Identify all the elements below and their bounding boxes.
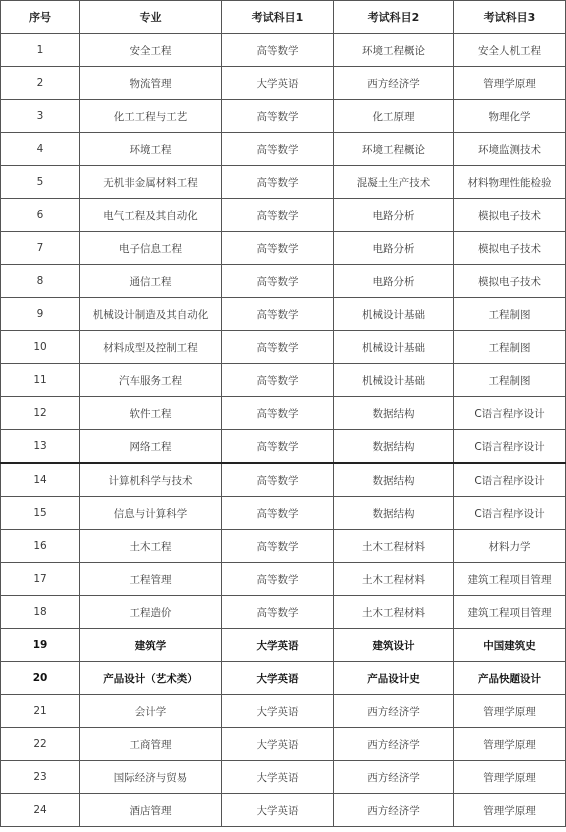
cell-subject-3: C语言程序设计 xyxy=(454,463,566,497)
cell-major: 计算机科学与技术 xyxy=(80,463,222,497)
cell-subject-3: 工程制图 xyxy=(454,298,566,331)
cell-subject-3: C语言程序设计 xyxy=(454,430,566,464)
cell-index: 21 xyxy=(1,695,80,728)
cell-subject-3: 工程制图 xyxy=(454,331,566,364)
cell-major: 产品设计（艺术类） xyxy=(80,662,222,695)
cell-subject-1: 高等数学 xyxy=(222,100,334,133)
cell-subject-1: 高等数学 xyxy=(222,298,334,331)
cell-subject-1: 高等数学 xyxy=(222,397,334,430)
cell-index: 19 xyxy=(1,629,80,662)
cell-subject-2: 土木工程材料 xyxy=(334,563,454,596)
table-row xyxy=(1,331,566,364)
cell-subject-2: 数据结构 xyxy=(334,497,454,530)
cell-subject-2: 环境工程概论 xyxy=(334,34,454,67)
header-subject-3: 考试科目3 xyxy=(454,1,566,34)
cell-index: 2 xyxy=(1,67,80,100)
cell-subject-3: C语言程序设计 xyxy=(454,497,566,530)
cell-subject-2: 化工原理 xyxy=(334,100,454,133)
table-row xyxy=(1,497,566,530)
cell-subject-1: 大学英语 xyxy=(222,629,334,662)
cell-subject-1: 高等数学 xyxy=(222,265,334,298)
cell-subject-1: 高等数学 xyxy=(222,463,334,497)
cell-subject-1: 大学英语 xyxy=(222,67,334,100)
cell-subject-2: 数据结构 xyxy=(334,463,454,497)
cell-major: 汽车服务工程 xyxy=(80,364,222,397)
cell-subject-3: 管理学原理 xyxy=(454,761,566,794)
cell-subject-3: 建筑工程项目管理 xyxy=(454,596,566,629)
table-row xyxy=(1,166,566,199)
header-index: 序号 xyxy=(1,1,80,34)
header-row xyxy=(1,1,566,34)
cell-major: 网络工程 xyxy=(80,430,222,464)
cell-subject-2: 土木工程材料 xyxy=(334,530,454,563)
header-major: 专业 xyxy=(80,1,222,34)
cell-subject-3: 模拟电子技术 xyxy=(454,265,566,298)
cell-subject-1: 大学英语 xyxy=(222,761,334,794)
cell-index: 12 xyxy=(1,397,80,430)
cell-major: 工商管理 xyxy=(80,728,222,761)
cell-subject-2: 机械设计基础 xyxy=(334,331,454,364)
cell-subject-3: 环境监测技术 xyxy=(454,133,566,166)
cell-index: 15 xyxy=(1,497,80,530)
table-row xyxy=(1,563,566,596)
cell-major: 电子信息工程 xyxy=(80,232,222,265)
cell-subject-3: 材料物理性能检验 xyxy=(454,166,566,199)
cell-subject-3: 物理化学 xyxy=(454,100,566,133)
cell-subject-2: 机械设计基础 xyxy=(334,298,454,331)
cell-index: 14 xyxy=(1,463,80,497)
cell-major: 材料成型及控制工程 xyxy=(80,331,222,364)
table-row xyxy=(1,662,566,695)
cell-major: 机械设计制造及其自动化 xyxy=(80,298,222,331)
cell-subject-1: 高等数学 xyxy=(222,133,334,166)
cell-major: 国际经济与贸易 xyxy=(80,761,222,794)
table-row xyxy=(1,728,566,761)
cell-subject-3: 管理学原理 xyxy=(454,67,566,100)
table-row xyxy=(1,629,566,662)
cell-subject-2: 西方经济学 xyxy=(334,728,454,761)
cell-major: 安全工程 xyxy=(80,34,222,67)
table-row xyxy=(1,794,566,827)
cell-index: 9 xyxy=(1,298,80,331)
cell-subject-3: 建筑工程项目管理 xyxy=(454,563,566,596)
cell-index: 8 xyxy=(1,265,80,298)
cell-subject-3: 管理学原理 xyxy=(454,794,566,827)
cell-major: 化工工程与工艺 xyxy=(80,100,222,133)
cell-subject-2: 数据结构 xyxy=(334,397,454,430)
cell-subject-1: 高等数学 xyxy=(222,596,334,629)
cell-index: 10 xyxy=(1,331,80,364)
cell-index: 23 xyxy=(1,761,80,794)
cell-subject-1: 高等数学 xyxy=(222,530,334,563)
cell-index: 5 xyxy=(1,166,80,199)
cell-major: 会计学 xyxy=(80,695,222,728)
cell-subject-2: 西方经济学 xyxy=(334,695,454,728)
cell-major: 工程造价 xyxy=(80,596,222,629)
cell-subject-3: 模拟电子技术 xyxy=(454,199,566,232)
table-row xyxy=(1,596,566,629)
cell-major: 信息与计算科学 xyxy=(80,497,222,530)
cell-subject-1: 高等数学 xyxy=(222,232,334,265)
table-row xyxy=(1,397,566,430)
cell-subject-2: 建筑设计 xyxy=(334,629,454,662)
cell-index: 4 xyxy=(1,133,80,166)
cell-subject-2: 数据结构 xyxy=(334,430,454,464)
table-row xyxy=(1,695,566,728)
cell-subject-1: 高等数学 xyxy=(222,331,334,364)
cell-subject-1: 大学英语 xyxy=(222,728,334,761)
cell-subject-2: 环境工程概论 xyxy=(334,133,454,166)
table-row xyxy=(1,364,566,397)
table-row xyxy=(1,298,566,331)
table-row xyxy=(1,133,566,166)
table-row xyxy=(1,199,566,232)
cell-subject-1: 高等数学 xyxy=(222,34,334,67)
cell-subject-3: 模拟电子技术 xyxy=(454,232,566,265)
cell-major: 物流管理 xyxy=(80,67,222,100)
cell-major: 建筑学 xyxy=(80,629,222,662)
cell-index: 7 xyxy=(1,232,80,265)
cell-subject-3: 管理学原理 xyxy=(454,728,566,761)
cell-subject-1: 高等数学 xyxy=(222,199,334,232)
cell-index: 6 xyxy=(1,199,80,232)
cell-subject-1: 高等数学 xyxy=(222,430,334,464)
cell-index: 18 xyxy=(1,596,80,629)
cell-subject-1: 高等数学 xyxy=(222,364,334,397)
cell-major: 工程管理 xyxy=(80,563,222,596)
cell-subject-2: 土木工程材料 xyxy=(334,596,454,629)
table-row xyxy=(1,265,566,298)
cell-major: 软件工程 xyxy=(80,397,222,430)
header-subject-1: 考试科目1 xyxy=(222,1,334,34)
table-row xyxy=(1,430,566,464)
table-row xyxy=(1,232,566,265)
cell-major: 环境工程 xyxy=(80,133,222,166)
cell-subject-3: 工程制图 xyxy=(454,364,566,397)
table-row xyxy=(1,67,566,100)
cell-subject-3: 安全人机工程 xyxy=(454,34,566,67)
cell-subject-1: 大学英语 xyxy=(222,794,334,827)
cell-major: 土木工程 xyxy=(80,530,222,563)
cell-subject-3: 中国建筑史 xyxy=(454,629,566,662)
cell-subject-2: 电路分析 xyxy=(334,232,454,265)
cell-subject-2: 电路分析 xyxy=(334,265,454,298)
cell-subject-3: 管理学原理 xyxy=(454,695,566,728)
cell-subject-2: 电路分析 xyxy=(334,199,454,232)
cell-index: 11 xyxy=(1,364,80,397)
cell-major: 电气工程及其自动化 xyxy=(80,199,222,232)
cell-index: 16 xyxy=(1,530,80,563)
cell-subject-2: 机械设计基础 xyxy=(334,364,454,397)
table-row xyxy=(1,530,566,563)
cell-major: 无机非金属材料工程 xyxy=(80,166,222,199)
cell-subject-2: 西方经济学 xyxy=(334,794,454,827)
cell-index: 1 xyxy=(1,34,80,67)
cell-index: 22 xyxy=(1,728,80,761)
cell-index: 17 xyxy=(1,563,80,596)
table-row xyxy=(1,761,566,794)
cell-subject-1: 高等数学 xyxy=(222,497,334,530)
cell-subject-3: 材料力学 xyxy=(454,530,566,563)
cell-subject-1: 高等数学 xyxy=(222,166,334,199)
cell-subject-1: 高等数学 xyxy=(222,563,334,596)
cell-subject-2: 混凝土生产技术 xyxy=(334,166,454,199)
cell-index: 13 xyxy=(1,430,80,464)
cell-major: 酒店管理 xyxy=(80,794,222,827)
cell-subject-2: 西方经济学 xyxy=(334,67,454,100)
cell-subject-1: 大学英语 xyxy=(222,695,334,728)
cell-index: 24 xyxy=(1,794,80,827)
table-row xyxy=(1,463,566,497)
table-row xyxy=(1,100,566,133)
cell-major: 通信工程 xyxy=(80,265,222,298)
cell-index: 20 xyxy=(1,662,80,695)
cell-subject-3: 产品快题设计 xyxy=(454,662,566,695)
cell-index: 3 xyxy=(1,100,80,133)
table-row xyxy=(1,34,566,67)
cell-subject-2: 西方经济学 xyxy=(334,761,454,794)
cell-subject-2: 产品设计史 xyxy=(334,662,454,695)
header-subject-2: 考试科目2 xyxy=(334,1,454,34)
cell-subject-3: C语言程序设计 xyxy=(454,397,566,430)
cell-subject-1: 大学英语 xyxy=(222,662,334,695)
